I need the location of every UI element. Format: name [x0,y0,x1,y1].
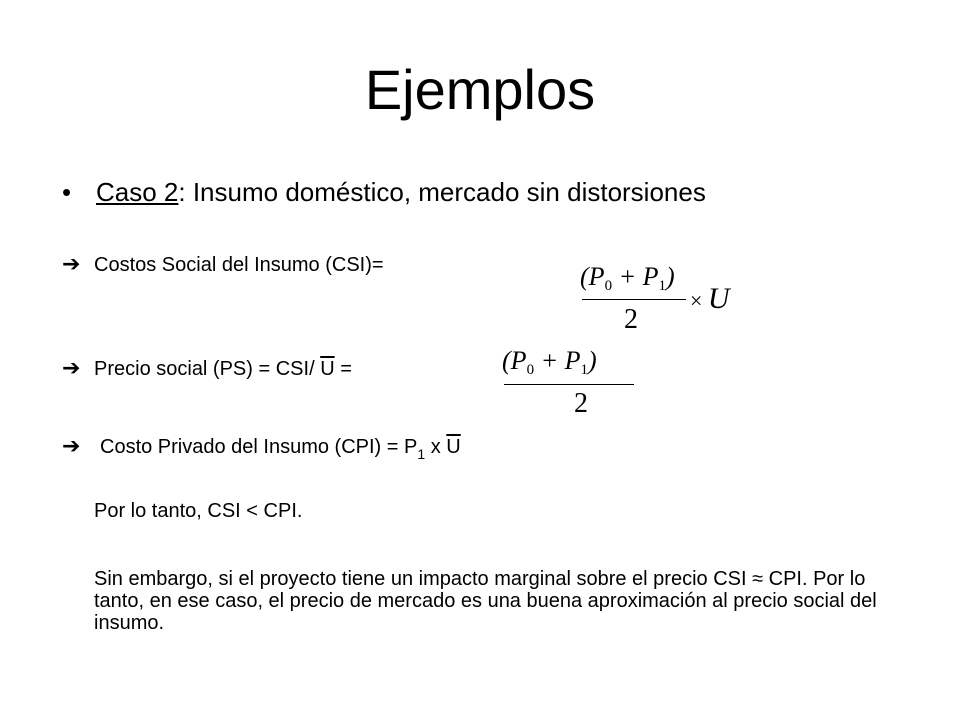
formula2-numerator: $(P_0 + P_1)$ [502,346,597,378]
case-bullet [62,174,706,210]
case-description: : Insumo doméstico, mercado sin distorsiones [178,177,706,207]
bullet-dot-icon: • [62,177,72,207]
formula1-fraction-bar [582,299,686,300]
formula2-denominator: 2 [574,388,588,419]
social-price-formula [502,346,642,426]
social-price-label: Precio social (PS) = CSI/ [94,358,321,380]
social-cost-line [62,252,384,278]
conclusion-text: Por lo tanto, CSI < CPI. [94,500,303,522]
explanation-paragraph: Sin embargo, si el proyecto tiene un impacto marginal sobre el precio CSI ≈ CPI. Por lo tanto, en ese caso, el precio de mercado es una buena aproximación al precio social del insumo. [94,568,877,634]
arrow-right-icon: ➔ [62,434,81,459]
formula2-fraction-bar [504,384,634,385]
social-price-line: ➔ Precio social (PS) = CSI/ $\overline{U}$ = [62,356,352,381]
arrow-right-icon: ➔ [62,356,81,381]
social-cost-formula [580,262,760,342]
slide-title: Ejemplos [364,58,596,121]
formula1-times-u: × U [690,282,730,315]
arrow-right-icon: ➔ [62,252,81,277]
formula1-denominator: 2 [624,304,638,335]
formula1-numerator: $(P_0 + P_1)$ [580,262,675,294]
private-cost-line: ➔ Costo Privado del Insumo $(CPI) = P_1$ x $\overline{U}$ [62,434,461,462]
u-bar-symbol: $\overline{U}$ [320,358,335,380]
case-label: Caso 2 [96,177,179,207]
u-bar-symbol: $\overline{U}$ [446,436,461,458]
private-cost-label: Costo Privado del Insumo (CPI) = P [100,436,418,458]
social-cost-label: Costos Social del Insumo (CSI)= [94,254,384,276]
